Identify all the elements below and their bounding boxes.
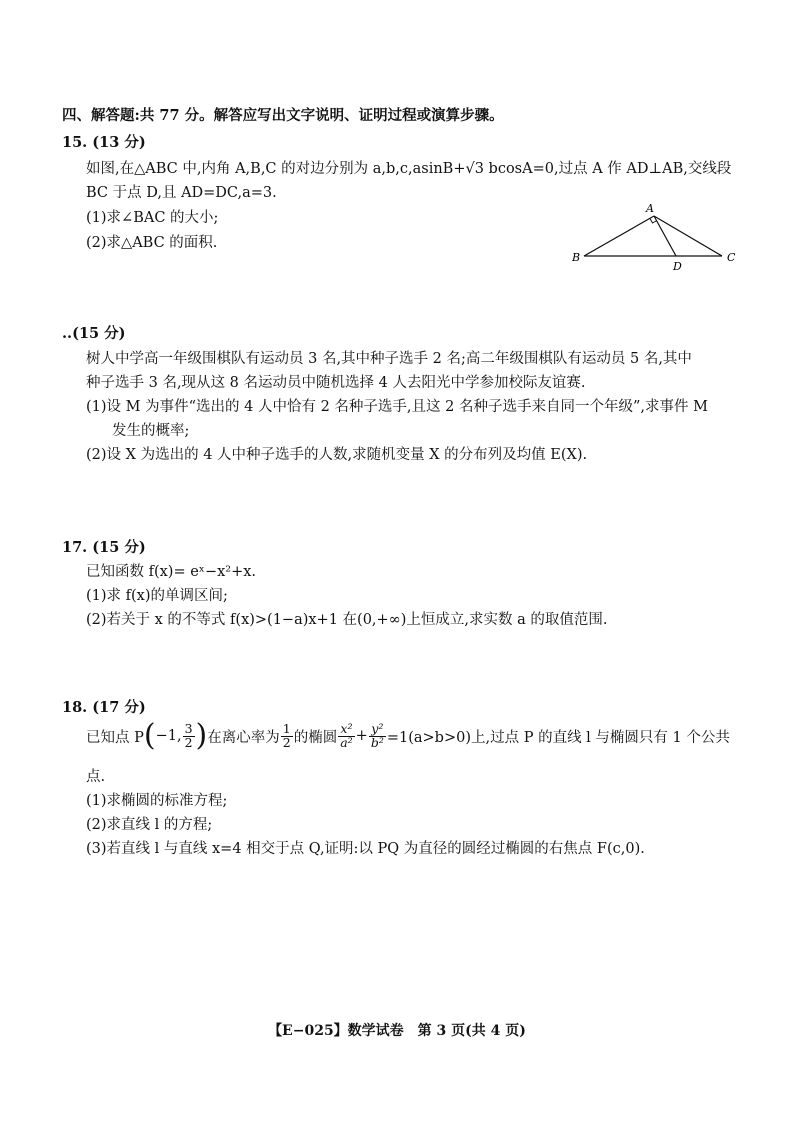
q18-point-y-num: 3 xyxy=(184,721,193,736)
q18-line1-d: =1(a>b>0)上,过点 P 的直线 l 与椭圆只有 1 个公共 xyxy=(386,729,730,746)
q15-line2: BC 于点 D,且 AD=DC,a=3. xyxy=(86,185,277,201)
q16-part1a: (1)设 M 为事件“选出的 4 人中恰有 2 名种子选手,且这 2 名种子选手来自同一个年级”,求事件 M xyxy=(86,399,708,415)
q18-point-y-fraction xyxy=(183,723,195,749)
q18-part3: (3)若直线 l 与直线 x=4 相交于点 Q,证明:以 PQ 为直径的圆经过椭圆的右焦点 F(c,0). xyxy=(86,841,645,857)
q18-point-x: −1, xyxy=(155,728,182,744)
q18-point-paren-close: ) xyxy=(195,718,208,753)
label-d: D xyxy=(673,260,682,272)
q18-line1-b: 在离心率为 xyxy=(207,729,280,746)
q18-line2: 点. xyxy=(86,769,106,785)
q18-ecc-fraction xyxy=(281,723,293,749)
q18-point-y-den: 2 xyxy=(184,734,193,750)
q18-ecc-den: 2 xyxy=(282,734,291,750)
q16-part1b: 发生的概率; xyxy=(112,423,190,439)
q18-line1-a: 已知点 P xyxy=(86,729,144,746)
q17-line1: 已知函数 f(x)= eˣ−x²+x. xyxy=(86,564,257,580)
q16-line2: 种子选手 3 名,现从这 8 名运动员中随机选择 4 人去阳光中学参加校际友谊赛. xyxy=(86,375,586,391)
q15-part1: (1)求∠BAC 的大小; xyxy=(86,210,219,226)
q18-point-paren-open: ( xyxy=(143,718,156,753)
page-footer: 【E−025】数学试卷 第 3 页(共 4 页) xyxy=(268,1023,526,1039)
label-a: A xyxy=(646,202,654,215)
q18-ellipse-y-den: b² xyxy=(370,734,384,750)
q18-part1: (1)求椭圆的标准方程; xyxy=(86,793,228,809)
q15-number: 15. (13 分) xyxy=(62,134,146,151)
q18-ellipse-x-den: a² xyxy=(340,734,353,750)
segment-ab xyxy=(584,216,654,256)
section-title: 四、解答题:共 77 分。解答应写出文字说明、证明过程或演算步骤。 xyxy=(62,107,504,124)
q17-number: 17. (15 分) xyxy=(62,539,146,556)
label-c: C xyxy=(727,251,736,264)
q16-number: ..(15 分) xyxy=(62,325,126,342)
q18-ecc-num: 1 xyxy=(282,721,291,736)
label-b: B xyxy=(572,251,581,264)
triangle-figure xyxy=(566,200,756,272)
segment-ac xyxy=(654,216,722,256)
q18-ellipse-x-num: x² xyxy=(338,723,354,737)
q18-number: 18. (17 分) xyxy=(62,699,146,716)
q18-ellipse-x-fraction xyxy=(338,723,354,749)
q16-part2: (2)设 X 为选出的 4 人中种子选手的人数,求随机变量 X 的分布列及均值 E(X). xyxy=(86,447,588,463)
q18-line1: 已知点 P ( −1, $\frac{3}{2}$ ) 在离心率为 $\frac{1}{2}$ 的椭圆 $\frac{\text{x²}}{\text{a²}}$ + $\frac{\text{y²}}{\text{b²}}$ =1(a>b>0)上,过点 P 的直线 l 与椭圆只有 1 个公共 xyxy=(86,718,730,753)
q15-line1: 如图,在△ABC 中,内角 A,B,C 的对边分别为 a,b,c,asinB+√3 bcosA=0,过点 A 作 AD⊥AB,交线段 xyxy=(86,161,732,177)
q17-part2: (2)若关于 x 的不等式 f(x)>(1−a)x+1 在(0,+∞)上恒成立,求实数 a 的取值范围. xyxy=(86,612,608,628)
q15-part2: (2)求△ABC 的面积. xyxy=(86,235,218,251)
q16-line1: 树人中学高一年级围棋队有运动员 3 名,其中种子选手 2 名;高二年级围棋队有运动员 5 名,其中 xyxy=(86,351,692,367)
q18-part2: (2)求直线 l 的方程; xyxy=(86,817,213,833)
q17-part1: (1)求 f(x)的单调区间; xyxy=(86,588,228,604)
q18-ellipse-y-fraction xyxy=(369,723,386,749)
q18-ellipse-y-num: y² xyxy=(369,723,386,737)
q18-line1-c: 的椭圆 xyxy=(293,729,338,746)
